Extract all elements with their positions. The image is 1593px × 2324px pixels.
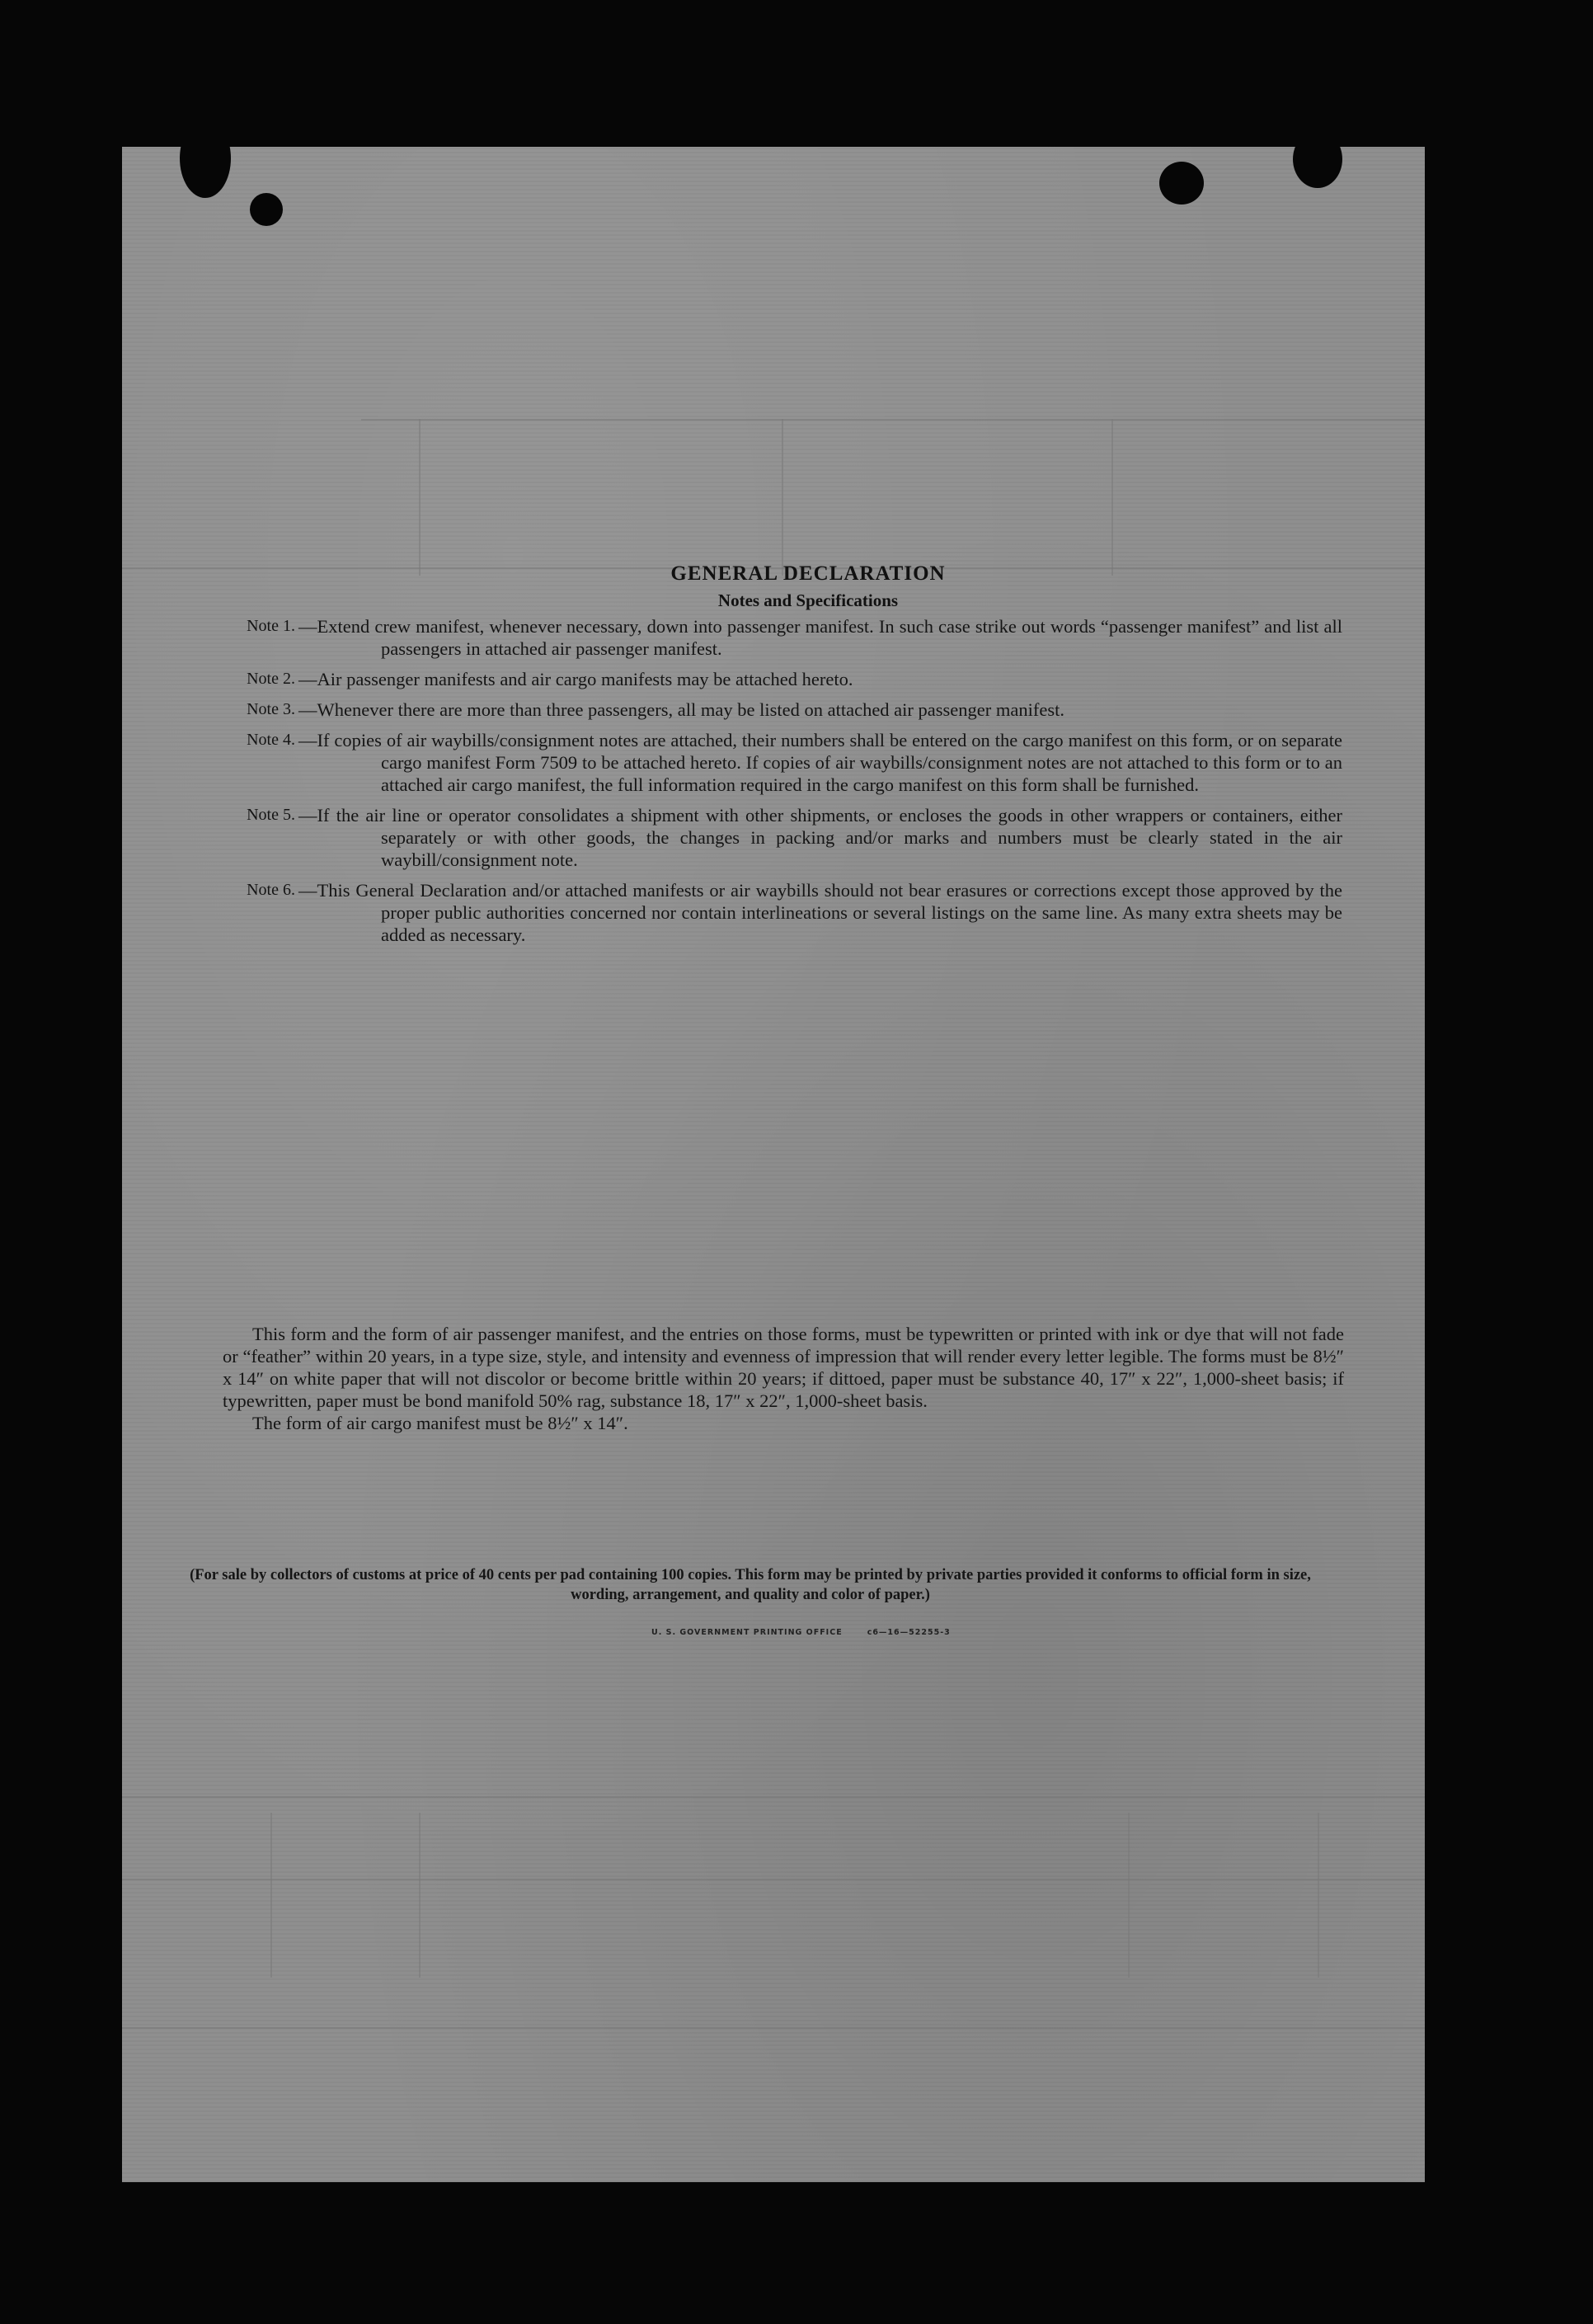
note-5 [172,804,1458,871]
note-6 [172,879,1458,946]
punch-hole-right [1159,162,1204,205]
note-label: Note 5. [247,806,295,824]
printer-line: U. S. GOVERNMENT PRINTING OFFICE [651,1628,843,1637]
reverse-column-line [270,1813,272,1978]
punch-hole-left-2 [250,193,283,226]
note-text: —If copies of air waybills/consignment notes are attached, their numbers shall be entered on the cargo manifest on this form, or on separate cargo manifest Form 7509 to be attached hereto. If copies of air waybills/consignment notes are not attached to this form or to an attached air cargo manifest, the full information required in the cargo manifest on this form shall be furnished. [298,730,1342,795]
note-label: Note 4. [247,731,295,749]
note-text: —This General Declaration and/or attached manifests or air waybills should not bear erasures or corrections except those approved by the proper public authorities concerned nor contain interlineations or several listings on the same line. As many extra sheets may be added as necessary. [298,880,1342,945]
punch-hole-left [180,147,231,198]
note-3 [172,699,1458,721]
note-text: —Whenever there are more than three passengers, all may be listed on attached air passenger manifest. [298,699,1064,720]
notes-list [172,615,1458,954]
reverse-rule [122,1879,1425,1880]
note-text: —Air passenger manifests and air cargo manifests may be attached hereto. [298,669,853,689]
reverse-rule [122,1796,1425,1798]
note-label: Note 2. [247,670,295,688]
cargo-size-line: The form of air cargo manifest must be 8½″ x 14″. [252,1413,628,1433]
form-requirements [223,1323,1344,1434]
note-label: Note 3. [247,700,295,718]
printer-imprint [651,1628,951,1637]
note-4 [172,729,1458,796]
reverse-column-line [419,419,421,576]
reverse-column-line [1318,1813,1319,1978]
note-label: Note 1. [247,617,295,635]
note-text: —If the air line or operator consolidates a shipment with other shipments, or encloses the goods in other wrappers or containers, either separately or with other goods, the changes in packing and/or marks and numbers must be clearly stated in the air waybill/consignment note. [298,805,1342,870]
note-1 [172,615,1458,660]
note-text: —Extend crew manifest, whenever necessary, down into passenger manifest. In such case strike out words “passenger manifest” and list all passengers in attached air passenger manifest. [298,616,1342,659]
page-title: GENERAL DECLARATION [670,562,946,585]
form-paragraph: This form and the form of air passenger manifest, and the entries on those forms, must be typewritten or printed with ink or dye that will not fade or “feather” within 20 years, in a type size, style, and intensity and evenness of impression that will render every letter legible. The forms must be 8½″ x 14″ on white paper that will not discolor or become brittle within 20 years; if dittoed, paper must be substance 40, 17″ x 22″, 1,000-sheet basis; if typewritten, paper must be bond manifold 50% rag, substance 18, 17″ x 22″, 1,000-sheet basis. [223,1324,1344,1411]
reverse-column-line [1111,419,1113,576]
reverse-column-line [419,1813,421,1978]
declaration-heading [511,562,1105,611]
page-subtitle: Notes and Specifications [717,590,899,610]
sale-notice: (For sale by collectors of customs at price of 40 cents per pad containing 100 copies. This form may be printed by private parties provided it conforms to official form in size, wording, arrangement, and quality and color of paper.) [190,1567,1311,1603]
reverse-rule [361,419,1425,421]
tear-right [1293,147,1342,188]
printer-code: c6—16—52255-3 [867,1628,951,1637]
note-label: Note 6. [247,881,295,899]
document-sheet [122,147,1425,2182]
note-2 [172,668,1458,690]
reverse-rule [122,2027,1425,2029]
reverse-column-line [782,419,783,576]
reverse-column-line [1128,1813,1130,1978]
